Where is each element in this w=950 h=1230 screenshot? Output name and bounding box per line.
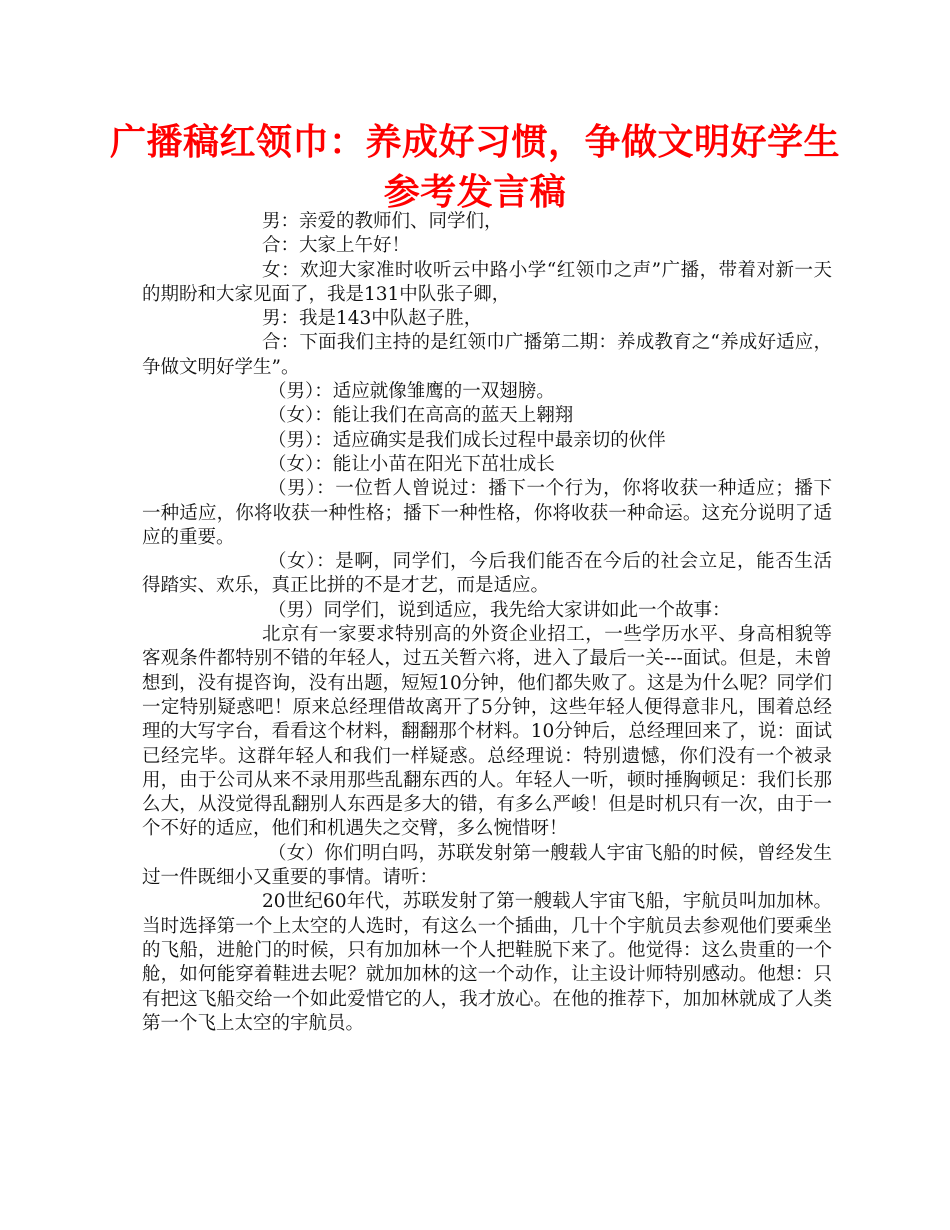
paragraph: 合：下面我们主持的是红领巾广播第二期：养成教育之“养成好适应，争做文明好学生”。: [142, 332, 832, 378]
paragraph: 北京有一家要求特别高的外资企业招工，一些学历水平、身高相貌等客观条件都特别不错的年轻人，过五关暂六将，进入了最后一关---面试。但是，未曾想到，没有提咨询，没有出题，短短10分钟，他们都失败了。这是为什么呢？同学们一定特别疑惑吧！原来总经理借故离开了5分钟，这些年轻人便得意非凡，围着总经理的大写字台，看看这个材料，翻翻那个材料。10分钟后，总经理回来了，说：面试已经完毕。这群年轻人和我们一样疑惑。总经理说：特别遗憾，你们没有一个被录用，由于公司从来不录用那些乱翻东西的人。年轻人一听，顿时捶胸顿足：我们长那么大，从没觉得乱翻别人东西是多大的错，有多么严峻！但是时机只有一次，由于一个不好的适应，他们和机遇失之交臂，多么惋惜呀！: [142, 624, 832, 840]
paragraph: 合：大家上午好！: [262, 235, 411, 257]
document-body: [142, 210, 832, 1036]
paragraph: 男：我是143中队赵子胜，: [262, 308, 483, 330]
paragraph: 20世纪60年代，苏联发射了第一艘载人宇宙飞船，宇航员叫加加林。当时选择第一个上太空的人选时，有这么一个插曲，几十个宇航员去参观他们要乘坐的飞船，进舱门的时候，只有加加林一个人把鞋脱下来了。他觉得：这么贵重的一个舱，如何能穿着鞋进去呢？就加加林的这一个动作，让主设计师特别感动。他想：只有把这飞船交给一个如此爱惜它的人，我才放心。在他的推荐下，加加林就成了人类第一个飞上太空的宇航员。: [142, 891, 832, 1034]
document-title: 广播稿红领巾：养成好习惯，争做文明好学生参考发言稿: [109, 122, 840, 213]
paragraph: 女：欢迎大家准时收听云中路小学“红领巾之声”广播，带着对新一天的期盼和大家见面了，我是131中队张子卿，: [142, 259, 832, 305]
paragraph: （女）：能让我们在高高的蓝天上翱翔: [268, 405, 574, 427]
paragraph: （女）：能让小苗在阳光下茁壮成长: [268, 453, 555, 475]
paragraph: （男）：适应确实是我们成长过程中最亲切的伙伴: [268, 429, 666, 451]
paragraph: （女）：是啊，同学们，今后我们能否在今后的社会立足，能否生活得踏实、欢乐，真正比拼的不是才艺，而是适应。: [142, 551, 832, 597]
paragraph: 男：亲爱的教师们、同学们，: [262, 211, 503, 232]
paragraph: （男）：一位哲人曾说过：播下一个行为，你将收获一种适应；播下一种适应，你将收获一种性格；播下一种性格，你将收获一种命运。这充分说明了适应的重要。: [142, 478, 832, 548]
paragraph: （女）你们明白吗，苏联发射第一艘载人宇宙飞船的时候，曾经发生过一件既细小又重要的事情。请听：: [142, 842, 832, 889]
paragraph: （男）同学们，说到适应，我先给大家讲如此一个故事：: [268, 599, 731, 621]
paragraph: （男）：适应就像雏鹰的一双翅膀。: [268, 381, 555, 403]
